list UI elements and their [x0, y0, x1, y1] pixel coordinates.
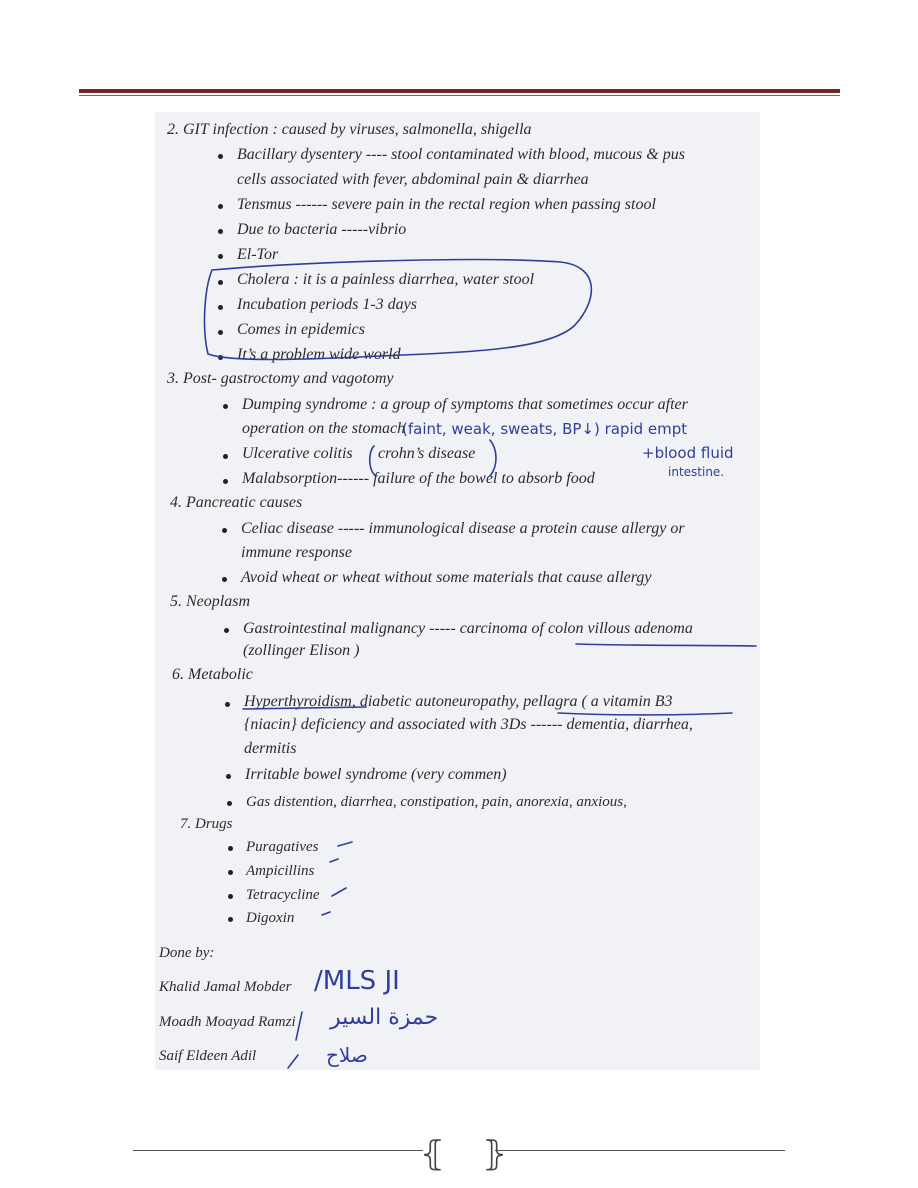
handwritten-signature: /MLS JI — [314, 966, 400, 996]
drug-item: Digoxin — [246, 910, 295, 926]
credit-name: Khalid Jamal Mobder — [159, 979, 292, 995]
credit-name: Saif Eldeen Adil — [159, 1048, 257, 1064]
list-item: It’s a problem wide world — [237, 346, 401, 363]
section-4-heading: 4. Pancreatic causes — [170, 494, 303, 511]
page-number-bracket-left: ⦃ — [420, 1134, 445, 1174]
credit-name: Moadh Moayad Ramzi — [159, 1014, 296, 1030]
section-5-heading: 5. Neoplasm — [170, 593, 250, 610]
list-item: immune response — [241, 544, 352, 561]
list-item: Tensmus ------ severe pain in the rectal region when passing stool — [237, 196, 656, 213]
list-item: Gastrointestinal malignancy ----- carcinoma of colon villous adenoma — [243, 620, 693, 637]
underline-annotation — [576, 644, 756, 646]
drug-item: Ampicillins — [246, 863, 315, 879]
tick-icon — [338, 842, 352, 846]
list-item: Comes in epidemics — [237, 321, 365, 338]
list-item: Gas distention, diarrhea, constipation, pain, anorexia, anxious, — [246, 794, 627, 810]
list-item: Bacillary dysentery ---- stool contaminated with blood, mucous & pus — [237, 146, 685, 163]
list-item: Cholera : it is a painless diarrhea, water stool — [237, 271, 535, 288]
footer-rule-right — [495, 1150, 785, 1151]
list-item: Due to bacteria -----vibrio — [237, 221, 407, 238]
handwritten-note: intestine. — [668, 465, 725, 479]
list-item: Irritable bowel syndrome (very commen) — [245, 766, 507, 783]
handwritten-note: +blood fluid — [642, 444, 734, 462]
list-item: Dumping syndrome : a group of symptoms that sometimes occur after — [242, 396, 688, 413]
circle-annotation — [205, 260, 592, 360]
list-item: Malabsorption------ failure of the bowel to absorb food — [242, 470, 595, 487]
slash-annotation — [296, 1012, 302, 1040]
list-item: (zollinger Elison ) — [243, 642, 360, 659]
section-6-heading: 6. Metabolic — [172, 666, 253, 683]
list-item: Avoid wheat or wheat without some materials that cause allergy — [241, 569, 652, 586]
slash-annotation — [288, 1055, 298, 1068]
list-item: Celiac disease ----- immunological disease a protein cause allergy or — [241, 520, 685, 537]
list-item: Ulcerative colitis — [242, 445, 353, 462]
handwritten-note: (faint, weak, sweats, BP↓) rapid empt — [402, 420, 688, 438]
section-3-heading: 3. Post- gastroctomy and vagotomy — [167, 370, 394, 387]
list-item: crohn’s disease — [378, 445, 476, 462]
handwritten-signature: حمزة السير — [330, 1005, 439, 1030]
handwritten-signature: صلاح — [326, 1043, 368, 1067]
list-item: {niacin} deficiency and associated with 3Ds ------ dementia, diarrhea, — [244, 716, 693, 733]
tick-icon — [322, 912, 330, 915]
list-item: dermitis — [244, 740, 297, 757]
tick-icon — [332, 888, 346, 896]
list-item: El-Tor — [237, 246, 279, 263]
list-item: cells associated with fever, abdominal pain & diarrhea — [237, 171, 589, 188]
credits-label: Done by: — [159, 945, 215, 961]
drug-item: Puragatives — [246, 839, 319, 855]
list-item: operation on the stomach — [242, 420, 406, 437]
underline-annotation — [243, 707, 366, 709]
tick-icon — [330, 859, 338, 862]
section-2-heading: 2. GIT infection : caused by viruses, salmonella, shigella — [167, 121, 532, 138]
section-7-heading: 7. Drugs — [180, 816, 233, 832]
bracket-annotation — [370, 446, 376, 476]
bracket-annotation — [490, 440, 496, 476]
page-number-bracket-right: ⦄ — [482, 1134, 507, 1174]
footer-rule-left — [133, 1150, 423, 1151]
list-item: Incubation periods 1-3 days — [237, 296, 417, 313]
drug-item: Tetracycline — [246, 887, 320, 903]
underline-annotation — [558, 713, 732, 715]
list-item: Hyperthyroidism, diabetic autoneuropathy, pellagra ( a vitamin B3 — [244, 693, 673, 710]
